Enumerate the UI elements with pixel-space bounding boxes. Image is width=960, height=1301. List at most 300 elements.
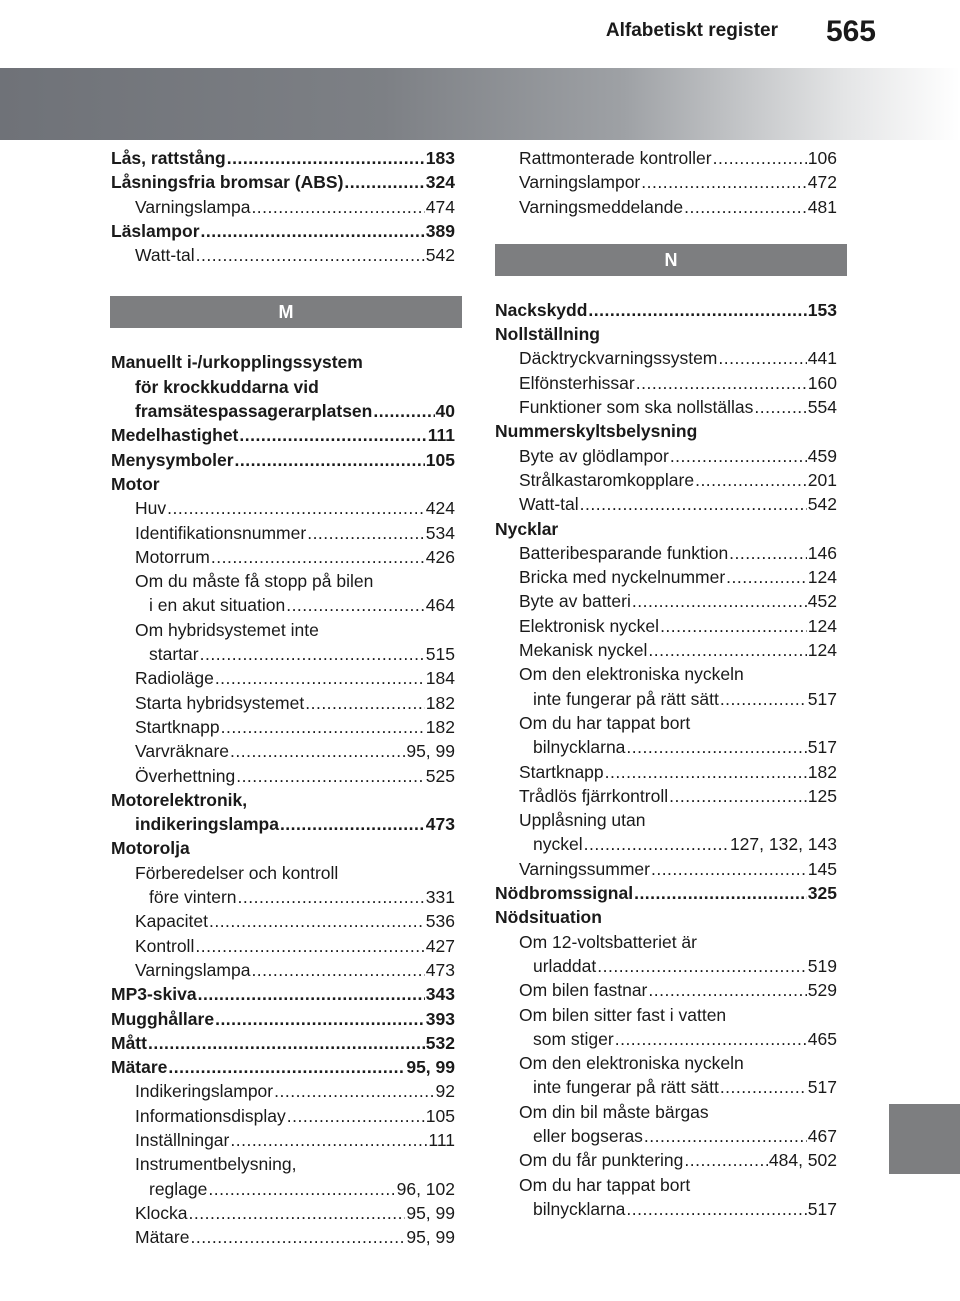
index-term: Om du måste få stopp på bilen: [135, 571, 374, 592]
index-entry: [495, 808, 837, 832]
index-entry: [495, 395, 837, 419]
page-reference: 201: [807, 469, 837, 490]
dot-leader: [648, 978, 806, 1002]
page-reference: 343: [425, 984, 455, 1005]
index-term: Menysymboler: [111, 449, 234, 470]
index-entry: [495, 711, 837, 735]
dot-leader: [280, 812, 425, 836]
index-term: Överhettning: [135, 765, 236, 786]
index-term: Varningssummer: [519, 858, 650, 879]
dot-leader: [636, 371, 807, 395]
dot-leader: [251, 195, 424, 219]
index-entry: [111, 618, 455, 642]
dot-leader: [200, 642, 425, 666]
index-term: Om den elektroniska nyckeln: [519, 1053, 744, 1074]
section-letter-m: M: [110, 296, 462, 328]
index-entry: [495, 146, 837, 170]
header-banner: [0, 68, 960, 140]
index-entry: [111, 1079, 455, 1103]
section-thumb-tab: [889, 1104, 960, 1174]
dot-leader: [718, 346, 806, 370]
page-reference: 467: [807, 1125, 837, 1146]
dot-leader: [198, 982, 425, 1006]
dot-leader: [148, 1031, 425, 1055]
dot-leader: [713, 146, 807, 170]
index-entry: [495, 760, 837, 784]
page-reference: 325: [807, 883, 837, 904]
dot-leader: [238, 885, 425, 909]
dot-leader: [236, 764, 425, 788]
index-term: Varningslampa: [135, 959, 251, 980]
entries-before: [495, 146, 837, 219]
page-reference: 145: [807, 858, 837, 879]
index-entry: [495, 371, 837, 395]
index-entry: [111, 375, 455, 399]
page-reference: 127, 132, 143: [729, 834, 837, 855]
page-reference: 96, 102: [396, 1178, 455, 1199]
index-entry: [495, 1051, 837, 1075]
entries-after: [111, 350, 455, 1249]
page-reference: 182: [807, 761, 837, 782]
section-letter-n: N: [495, 244, 847, 276]
index-term: Startknapp: [135, 716, 220, 737]
dot-leader: [597, 954, 807, 978]
page-reference: 95, 99: [406, 1202, 455, 1223]
index-term: före vintern: [149, 887, 237, 908]
index-term: som stiger: [533, 1028, 614, 1049]
page-reference: 459: [807, 445, 837, 466]
page-reference: 484, 502: [768, 1150, 837, 1171]
dot-leader: [251, 958, 424, 982]
page-reference: 452: [807, 591, 837, 612]
index-entry: [111, 836, 455, 860]
index-term: Radioläge: [135, 668, 214, 689]
index-entry: [495, 735, 837, 759]
index-entry: [111, 861, 455, 885]
index-term: Funktioner som ska nollställas: [519, 397, 754, 418]
index-term: Varningsmeddelande: [519, 196, 684, 217]
dot-leader: [215, 1007, 425, 1031]
index-entry: [495, 930, 837, 954]
index-term: inte fungerar på rätt sätt: [533, 688, 719, 709]
page-reference: 146: [807, 542, 837, 563]
index-entry: [111, 1128, 455, 1152]
page-reference: 389: [425, 220, 455, 241]
index-entry: [111, 195, 455, 219]
index-column-left: [111, 146, 455, 1249]
index-term: MP3-skiva: [111, 984, 197, 1005]
page-reference: 111: [427, 425, 455, 446]
dot-leader: [195, 934, 424, 958]
page-reference: 441: [807, 348, 837, 369]
index-term: Starta hybridsystemet: [135, 692, 305, 713]
index-term: Watt-tal: [135, 245, 195, 266]
index-term: Om bilen fastnar: [519, 980, 648, 1001]
index-entry: [495, 170, 837, 194]
page-reference: 517: [807, 688, 837, 709]
index-entry: [111, 593, 455, 617]
page-reference: 105: [425, 1105, 455, 1126]
page-reference: 464: [425, 595, 455, 616]
dot-leader: [754, 395, 806, 419]
index-term: Strålkastaromkopplare: [519, 469, 695, 490]
index-entry: [495, 1173, 837, 1197]
page-reference: 125: [807, 785, 837, 806]
page-reference: 182: [425, 716, 455, 737]
index-entry: [495, 1100, 837, 1124]
page-reference: 424: [425, 498, 455, 519]
page-reference: 519: [807, 955, 837, 976]
page-reference: 534: [425, 522, 455, 543]
index-term: Indikeringslampor: [135, 1081, 274, 1102]
index-entry: [111, 521, 455, 545]
page-reference: 473: [425, 959, 455, 980]
dot-leader: [286, 593, 425, 617]
index-term: Om din bil måste bärgas: [519, 1101, 709, 1122]
index-entry: [495, 419, 837, 443]
index-term: Byte av glödlampor: [519, 445, 669, 466]
dot-leader: [189, 1201, 406, 1225]
page-reference: 473: [425, 814, 455, 835]
dot-leader: [201, 219, 425, 243]
index-entry: [111, 934, 455, 958]
dot-leader: [168, 1055, 405, 1079]
page-reference: 517: [807, 1077, 837, 1098]
dot-leader: [626, 1197, 806, 1221]
page-reference: 529: [807, 980, 837, 1001]
page-reference: 183: [425, 148, 455, 168]
index-entry: [495, 589, 837, 613]
index-entry: [111, 1225, 455, 1249]
index-term: Kontroll: [135, 935, 195, 956]
index-term: Mått: [111, 1032, 147, 1053]
index-entry: [111, 423, 455, 447]
page-reference: 184: [425, 668, 455, 689]
dot-leader: [634, 881, 807, 905]
index-term: bilnycklarna: [533, 737, 626, 758]
page-header: [0, 0, 960, 68]
index-entry: [495, 195, 837, 219]
page-reference: 182: [425, 692, 455, 713]
index-entry: [495, 1124, 837, 1148]
page-reference: 427: [425, 935, 455, 956]
page-reference: 542: [807, 494, 837, 515]
index-term: Om 12-voltsbatteriet är: [519, 931, 697, 952]
index-term: i en akut situation: [149, 595, 286, 616]
index-term: Nackskydd: [495, 299, 588, 320]
index-entry: [111, 812, 455, 836]
index-entry: [495, 881, 837, 905]
dot-leader: [227, 146, 425, 170]
dot-leader: [632, 589, 807, 613]
page-reference: 393: [425, 1008, 455, 1029]
index-entry: [111, 472, 455, 496]
index-term: Nollställning: [495, 324, 600, 345]
page-reference: 554: [807, 397, 837, 418]
index-term: Om hybridsystemet inte: [135, 619, 319, 640]
page-reference: 92: [435, 1081, 455, 1102]
index-entry: [495, 905, 837, 929]
page-reference: 105: [425, 449, 455, 470]
index-term: nyckel: [533, 834, 583, 855]
index-term: Mätare: [111, 1057, 168, 1078]
dot-leader: [235, 448, 425, 472]
index-entry: [495, 614, 837, 638]
dot-leader: [615, 1027, 807, 1051]
dot-leader: [196, 243, 425, 267]
page-reference: 95, 99: [406, 1227, 455, 1248]
index-term: Nummerskyltsbelysning: [495, 421, 698, 442]
dot-leader: [584, 832, 729, 856]
page-reference: 532: [425, 1032, 455, 1053]
index-entry: [495, 298, 837, 322]
dot-leader: [660, 614, 807, 638]
index-entry: [111, 1031, 455, 1055]
index-entry: [495, 492, 837, 516]
index-term: Startknapp: [519, 761, 604, 782]
index-term: Varningslampor: [519, 172, 641, 193]
dot-leader: [373, 399, 434, 423]
entries-after: [495, 298, 837, 1221]
index-entry: [495, 687, 837, 711]
dot-leader: [648, 638, 806, 662]
index-term: Motorelektronik,: [111, 789, 248, 810]
page-reference: 111: [428, 1129, 455, 1150]
index-entry: [111, 1177, 455, 1201]
index-entry: [111, 1152, 455, 1176]
index-entry: [495, 978, 837, 1002]
index-term: Batteribesparande funktion: [519, 542, 729, 563]
index-term: Inställningar: [135, 1129, 230, 1150]
index-term: Upplåsning utan: [519, 810, 646, 831]
index-term: Varningslampa: [135, 196, 251, 217]
index-entry: [495, 662, 837, 686]
index-term: Motor: [111, 473, 160, 494]
index-entry: [111, 909, 455, 933]
index-entry: [495, 346, 837, 370]
index-entry: [495, 638, 837, 662]
index-column-right: [495, 146, 837, 1221]
index-entry: [495, 784, 837, 808]
page-reference: 324: [425, 172, 455, 193]
index-term: Elfönsterhissar: [519, 372, 635, 393]
page-reference: 153: [807, 299, 837, 320]
dot-leader: [230, 739, 405, 763]
index-entry: [495, 1003, 837, 1027]
index-term: eller bogseras: [533, 1125, 643, 1146]
index-term: Rattmonterade kontroller: [519, 148, 712, 168]
index-term: Låsningsfria bromsar (ABS): [111, 172, 344, 193]
index-term: indikeringslampa: [135, 814, 279, 835]
index-entry: [111, 170, 455, 194]
index-term: Elektronisk nyckel: [519, 615, 660, 636]
dot-leader: [307, 521, 425, 545]
index-term: reglage: [149, 1178, 208, 1199]
index-term: Manuellt i-/urkopplingssystem: [111, 352, 363, 373]
index-entry: [111, 764, 455, 788]
index-entry: [495, 857, 837, 881]
dot-leader: [239, 423, 426, 447]
dot-leader: [644, 1124, 807, 1148]
dot-leader: [720, 687, 807, 711]
index-term: för krockkuddarna vid: [135, 376, 319, 397]
page-reference: 124: [807, 615, 837, 636]
dot-leader: [208, 1177, 395, 1201]
index-entry: [111, 399, 455, 423]
page-reference: 517: [807, 1198, 837, 1219]
dot-leader: [726, 565, 807, 589]
dot-leader: [670, 444, 807, 468]
index-term: Läslampor: [111, 220, 200, 241]
index-entry: [495, 322, 837, 346]
index-entry: [111, 885, 455, 909]
index-entry: [111, 666, 455, 690]
dot-leader: [641, 170, 807, 194]
index-entry: [495, 1027, 837, 1051]
dot-leader: [274, 1079, 434, 1103]
index-entry: [111, 146, 455, 170]
index-term: Kapacitet: [135, 911, 208, 932]
dot-leader: [230, 1128, 427, 1152]
index-term: inte fungerar på rätt sätt: [533, 1077, 719, 1098]
index-term: Förberedelser och kontroll: [135, 862, 339, 883]
index-entry: [111, 448, 455, 472]
page-reference: 124: [807, 640, 837, 661]
page-reference: 95, 99: [406, 1057, 455, 1078]
index-entry: [111, 1201, 455, 1225]
index-entry: [111, 545, 455, 569]
index-term: bilnycklarna: [533, 1198, 626, 1219]
page-reference: 95, 99: [406, 741, 455, 762]
page-reference: 40: [435, 401, 455, 422]
index-entry: [495, 1075, 837, 1099]
dot-leader: [221, 715, 425, 739]
index-entry: [495, 565, 837, 589]
index-entry: [111, 243, 455, 267]
index-term: Medelhastighet: [111, 425, 239, 446]
index-entry: [111, 569, 455, 593]
page-reference: 106: [807, 148, 837, 168]
index-term: Byte av batteri: [519, 591, 631, 612]
index-term: Klocka: [135, 1202, 188, 1223]
index-term: Om den elektroniska nyckeln: [519, 664, 744, 685]
index-term: Om du har tappat bort: [519, 712, 691, 733]
page-reference: 472: [807, 172, 837, 193]
index-entry: [111, 1055, 455, 1079]
index-term: Nycklar: [495, 518, 559, 539]
page-reference: 474: [425, 196, 455, 217]
index-term: Watt-tal: [519, 494, 579, 515]
index-term: startar: [149, 644, 199, 665]
page-reference: 542: [425, 245, 455, 266]
dot-leader: [190, 1225, 405, 1249]
index-term: Identifikationsnummer: [135, 522, 307, 543]
index-entry: [111, 496, 455, 520]
index-entry: [111, 715, 455, 739]
index-entry: [111, 219, 455, 243]
dot-leader: [605, 760, 807, 784]
index-term: Instrumentbelysning,: [135, 1154, 297, 1175]
dot-leader: [651, 857, 807, 881]
index-entry: [111, 958, 455, 982]
dot-leader: [211, 545, 425, 569]
page-reference: 426: [425, 546, 455, 567]
index-term: Däcktryckvarningssystem: [519, 348, 718, 369]
index-entry: [495, 954, 837, 978]
index-term: Mekanisk nyckel: [519, 640, 648, 661]
index-entry: [495, 1197, 837, 1221]
dot-leader: [695, 468, 807, 492]
index-entry: [495, 468, 837, 492]
index-entry: [111, 1104, 455, 1128]
page-reference: 515: [425, 644, 455, 665]
index-term: Mugghållare: [111, 1008, 215, 1029]
page-reference: 536: [425, 911, 455, 932]
index-entry: [495, 541, 837, 565]
dot-leader: [215, 666, 425, 690]
index-entry: [111, 350, 455, 374]
dot-leader: [720, 1075, 807, 1099]
index-term: Informationsdisplay: [135, 1105, 286, 1126]
header-title: Alfabetiskt register: [605, 20, 778, 41]
entries-before: [111, 146, 455, 267]
dot-leader: [209, 909, 425, 933]
index-entry: [495, 444, 837, 468]
dot-leader: [729, 541, 807, 565]
index-term: urladdat: [533, 955, 597, 976]
index-entry: [111, 739, 455, 763]
dot-leader: [626, 735, 806, 759]
dot-leader: [287, 1104, 425, 1128]
page-number: 565: [825, 15, 876, 48]
dot-leader: [344, 170, 424, 194]
page-reference: 525: [425, 765, 455, 786]
index-term: Om du får punktering: [519, 1150, 684, 1171]
page-reference: 481: [807, 196, 837, 217]
page-reference: 160: [807, 372, 837, 393]
index-term: Motorolja: [111, 838, 190, 859]
index-entry: [111, 1007, 455, 1031]
index-term: Motorrum: [135, 546, 210, 567]
index-term: Mätare: [135, 1227, 190, 1248]
index-term: Om du har tappat bort: [519, 1174, 691, 1195]
dot-leader: [167, 496, 425, 520]
index-term: Nödbromssignal: [495, 883, 634, 904]
page-reference: 331: [425, 887, 455, 908]
page-reference: 124: [807, 567, 837, 588]
dot-leader: [684, 1148, 767, 1172]
dot-leader: [669, 784, 807, 808]
dot-leader: [305, 691, 425, 715]
index-entry: [495, 517, 837, 541]
index-entry: [495, 832, 837, 856]
dot-leader: [580, 492, 807, 516]
index-entry: [111, 691, 455, 715]
index-term: Nödsituation: [495, 907, 602, 928]
dot-leader: [588, 298, 806, 322]
page-reference: 517: [807, 737, 837, 758]
index-term: Varvräknare: [135, 741, 230, 762]
index-entry: [111, 982, 455, 1006]
index-term: Trådlös fjärrkontroll: [519, 785, 669, 806]
index-entry: [111, 788, 455, 812]
index-term: Om bilen sitter fast i vatten: [519, 1004, 727, 1025]
index-term: Lås, rattstång: [111, 148, 226, 168]
page-reference: 465: [807, 1028, 837, 1049]
index-term: Huv: [135, 498, 167, 519]
index-entry: [495, 1148, 837, 1172]
index-entry: [111, 642, 455, 666]
